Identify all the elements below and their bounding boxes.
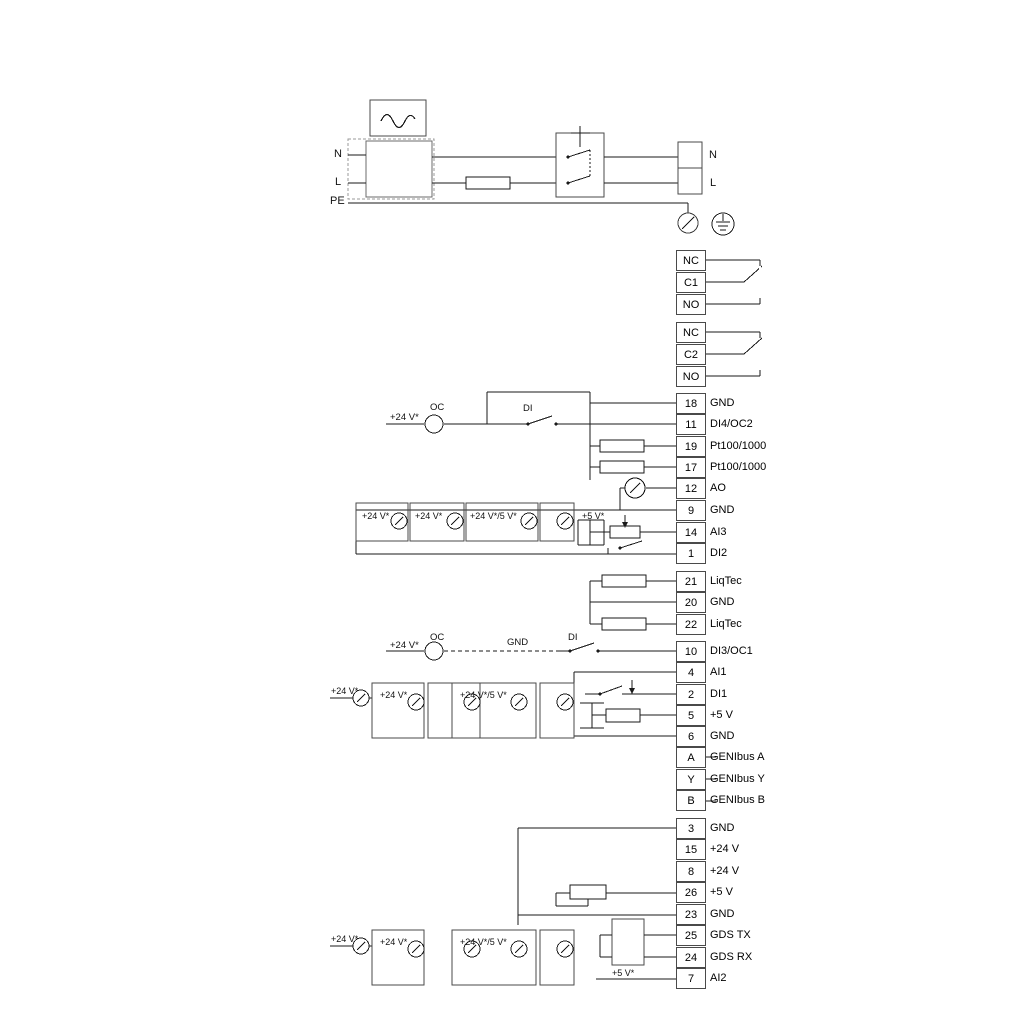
- terminal-number: 9: [687, 504, 695, 517]
- terminal-21-name: LiqTec: [710, 575, 742, 587]
- terminal-number: 24: [684, 951, 698, 964]
- terminal-26-name: +5 V: [710, 886, 733, 898]
- terminal-9[interactable]: [676, 500, 706, 521]
- terminal-19[interactable]: [676, 436, 706, 457]
- terminal-number: 2: [687, 688, 695, 701]
- terminal-15-name: +24 V: [710, 843, 740, 855]
- terminal-relay2-c2[interactable]: [676, 344, 706, 365]
- terminal-label: NO: [682, 370, 700, 383]
- terminal-number: 6: [687, 730, 695, 743]
- terminal-17[interactable]: [676, 457, 706, 478]
- terminal-b-name: GENIbus B: [710, 794, 766, 806]
- annotation-v24-b0: +24 V*: [331, 686, 359, 696]
- annotation-v24-top: +24 V*: [390, 412, 419, 423]
- annotation-v24-b1: +24 V*: [380, 690, 408, 700]
- terminal-a-name: GENIbus A: [710, 751, 765, 763]
- terminal-number: 3: [687, 822, 695, 835]
- terminal-number: 8: [687, 865, 695, 878]
- terminal-number: 15: [684, 843, 698, 856]
- annotation-v24-c0: +24 V*: [331, 934, 359, 944]
- annotation-v24-a2: +24 V*: [415, 511, 443, 521]
- terminal-relay2-nc[interactable]: [676, 322, 706, 343]
- terminal-26[interactable]: [676, 882, 706, 903]
- terminal-20[interactable]: [676, 592, 706, 613]
- terminal-12-name: AO: [710, 482, 726, 494]
- annotation-di-top: DI: [523, 403, 533, 414]
- terminal-22-name: LiqTec: [710, 618, 742, 630]
- annotation-v5-c: +5 V*: [612, 968, 635, 978]
- terminal-4-name: AI1: [710, 666, 727, 678]
- terminal-number: 25: [684, 929, 698, 942]
- terminal-number: 17: [684, 461, 698, 474]
- terminal-3[interactable]: [676, 818, 706, 839]
- terminal-label: C2: [683, 348, 699, 361]
- mains-out-n-label: N: [709, 149, 717, 161]
- terminal-number: 1: [687, 547, 695, 560]
- terminal-18-name: GND: [710, 397, 735, 409]
- terminal-number: 5: [687, 709, 695, 722]
- terminal-number: 20: [684, 596, 698, 609]
- terminal-14-name: AI3: [710, 526, 727, 538]
- terminal-number: 19: [684, 440, 698, 453]
- terminal-5-name: +5 V: [710, 709, 733, 721]
- annotation-v24-5v-a: +24 V*/5 V*: [470, 511, 517, 521]
- terminal-number: 11: [685, 418, 697, 431]
- terminal-label: NC: [683, 254, 699, 267]
- mains-out-l-label: L: [710, 177, 717, 189]
- terminal-relay1-nc[interactable]: [676, 250, 706, 271]
- terminal-18[interactable]: [676, 393, 706, 414]
- terminal-15[interactable]: [676, 839, 706, 860]
- annotation-oc-mid: OC: [430, 632, 445, 643]
- terminal-label: NO: [682, 298, 700, 311]
- annotation-v24-c1: +24 V*: [380, 937, 408, 947]
- terminal-19-name: Pt100/1000: [710, 440, 767, 452]
- annotation-di-mid: DI: [568, 632, 578, 643]
- terminal-11-name: DI4/OC2: [710, 418, 753, 430]
- terminal-number: A: [687, 751, 695, 764]
- terminal-22[interactable]: [676, 614, 706, 635]
- terminal-y-name: GENIbus Y: [710, 773, 765, 785]
- terminal-20-name: GND: [710, 596, 735, 608]
- terminal-3-name: GND: [710, 822, 735, 834]
- terminal-17-name: Pt100/1000: [710, 461, 767, 473]
- terminal-24[interactable]: [676, 947, 706, 968]
- annotation-v24-a1: +24 V*: [362, 511, 390, 521]
- terminal-8[interactable]: [676, 861, 706, 882]
- terminal-25-name: GDS TX: [710, 929, 751, 941]
- annotation-v24-5v-b: +24 V*/5 V*: [460, 690, 507, 700]
- terminal-6[interactable]: [676, 726, 706, 747]
- terminal-8-name: +24 V: [710, 865, 740, 877]
- terminal-b[interactable]: [676, 790, 706, 811]
- terminal-10-name: DI3/OC1: [710, 645, 753, 657]
- terminal-4[interactable]: [676, 662, 706, 683]
- terminal-number: 12: [684, 482, 698, 495]
- terminal-number: 7: [687, 972, 695, 985]
- terminal-relay1-c1[interactable]: [676, 272, 706, 293]
- terminal-number: B: [687, 794, 695, 807]
- terminal-14[interactable]: [676, 522, 706, 543]
- terminal-number: 21: [684, 575, 698, 588]
- terminal-23[interactable]: [676, 904, 706, 925]
- annotation-oc-top: OC: [430, 402, 445, 413]
- terminal-number: 4: [687, 666, 695, 679]
- terminal-1-name: DI2: [710, 547, 728, 559]
- terminal-relay1-no[interactable]: [676, 294, 706, 315]
- terminal-number: 10: [684, 645, 698, 658]
- terminal-23-name: GND: [710, 908, 735, 920]
- terminal-7[interactable]: [676, 968, 706, 989]
- terminal-2-name: DI1: [710, 688, 728, 700]
- annotation-v24-5v-c: +24 V*/5 V*: [460, 937, 507, 947]
- mains-pe-label: PE: [330, 195, 345, 207]
- terminal-number: 26: [684, 886, 698, 899]
- terminal-y[interactable]: [676, 769, 706, 790]
- terminal-2[interactable]: [676, 684, 706, 705]
- terminal-24-name: GDS RX: [710, 951, 753, 963]
- terminal-5[interactable]: [676, 705, 706, 726]
- terminal-9-name: GND: [710, 504, 735, 516]
- terminal-21[interactable]: [676, 571, 706, 592]
- terminal-1[interactable]: [676, 543, 706, 564]
- terminal-25[interactable]: [676, 925, 706, 946]
- terminal-label: C1: [683, 276, 699, 289]
- terminal-6-name: GND: [710, 730, 735, 742]
- terminal-10[interactable]: [676, 641, 706, 662]
- annotation-v24-mid: +24 V*: [390, 640, 419, 651]
- terminal-number: 23: [684, 908, 698, 921]
- terminal-number: Y: [687, 773, 695, 786]
- terminal-number: 22: [684, 618, 698, 631]
- terminal-number: 14: [684, 526, 698, 539]
- mains-l-label: L: [335, 176, 342, 188]
- terminal-relay2-no[interactable]: [676, 366, 706, 387]
- terminal-label: NC: [683, 326, 699, 339]
- annotation-gnd-mid: GND: [507, 637, 529, 648]
- terminal-a[interactable]: [676, 747, 706, 768]
- terminal-12[interactable]: [676, 478, 706, 499]
- terminal-number: 18: [684, 397, 698, 410]
- mains-n-label: N: [334, 148, 342, 160]
- annotation-v5-a: +5 V*: [582, 511, 605, 521]
- terminal-7-name: AI2: [710, 972, 727, 984]
- terminal-11[interactable]: [676, 414, 706, 435]
